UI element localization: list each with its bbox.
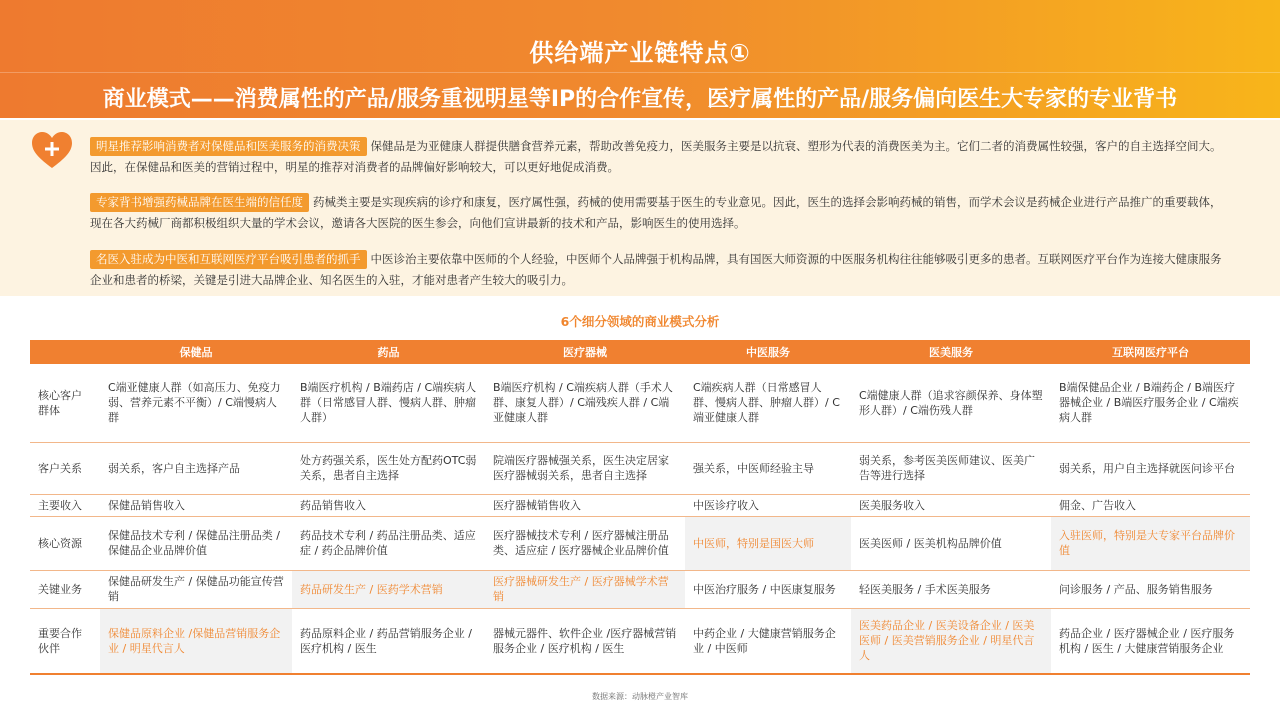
- table-cell: 轻医美服务 / 手术医美服务: [851, 570, 1051, 608]
- table-header-cell: 医美服务: [851, 340, 1051, 364]
- business-model-table: [30, 340, 1250, 675]
- table-header-cell: 医疗器械: [485, 340, 685, 364]
- table-cell: 中药企业 / 大健康营销服务企业 / 中医师: [685, 608, 851, 674]
- table-cell: 医美服务收入: [851, 494, 1051, 516]
- table-cell: 入驻医师，特别是大专家平台品牌价值: [1051, 516, 1250, 570]
- table-cell: C端疾病人群（日常感冒人群、慢病人群、肿瘤人群）/ C端亚健康人群: [685, 364, 851, 442]
- table-cell: 保健品技术专利 / 保健品注册品类 / 保健品企业品牌价值: [100, 516, 292, 570]
- table-cell: 中医诊疗收入: [685, 494, 851, 516]
- table-cell: 中医治疗服务 / 中医康复服务: [685, 570, 851, 608]
- table-cell: 医疗器械研发生产 / 医疗器械学术营销: [485, 570, 685, 608]
- table-cell: 强关系，中医师经验主导: [685, 442, 851, 494]
- table-cell: 院端医疗器械强关系，医生决定居家医疗器械弱关系，患者自主选择: [485, 442, 685, 494]
- table-row: [30, 364, 1250, 442]
- page-subtitle: 商业模式——消费属性的产品/服务重视明星等IP的合作宣传，医疗属性的产品/服务偏向医生大专家的专业背书: [102, 87, 1178, 112]
- table-row: [30, 494, 1250, 516]
- table-cell: 问诊服务 / 产品、服务销售服务: [1051, 570, 1250, 608]
- table-cell: 医美医师 / 医美机构品牌价值: [851, 516, 1051, 570]
- table-cell: 医疗器械销售收入: [485, 494, 685, 516]
- header-divider: [0, 72, 1280, 73]
- table-cell: 器械元器件、软件企业 /医疗器械营销服务企业 / 医疗机构 / 医生: [485, 608, 685, 674]
- table-cell: B端医疗机构 / B端药店 / C端疾病人群（日常感冒人群、慢病人群、肿瘤人群）: [292, 364, 485, 442]
- row-label: 关键业务: [30, 570, 100, 608]
- table-row: [30, 608, 1250, 674]
- feature-tag: 专家背书增强药械品牌在医生端的信任度: [90, 193, 309, 212]
- feature-tag: 名医入驻成为中医和互联网医疗平台吸引患者的抓手: [90, 250, 367, 269]
- table-cell: 药品研发生产 / 医药学术营销: [292, 570, 485, 608]
- table-cell: 药品销售收入: [292, 494, 485, 516]
- table-header-cell: [30, 340, 100, 364]
- table-cell: 保健品销售收入: [100, 494, 292, 516]
- feature-tag: 明星推荐影响消费者对保健品和医美服务的消费决策: [90, 137, 367, 156]
- table-cell: 弱关系，用户自主选择就医问诊平台: [1051, 442, 1250, 494]
- table-cell: 保健品原料企业 /保健品营销服务企业 / 明星代言人: [100, 608, 292, 674]
- table-cell: 中医师，特别是国医大师: [685, 516, 851, 570]
- table-cell: 医疗器械技术专利 / 医疗器械注册品类、适应症 / 医疗器械企业品牌价值: [485, 516, 685, 570]
- table-cell: 药品原料企业 / 药品营销服务企业 / 医疗机构 / 医生: [292, 608, 485, 674]
- table-cell: 弱关系，参考医美医师建议、医美广告等进行选择: [851, 442, 1051, 494]
- table-header-cell: 药品: [292, 340, 485, 364]
- table-cell: 药品企业 / 医疗器械企业 / 医疗服务机构 / 医生 / 大健康营销服务企业: [1051, 608, 1250, 674]
- table-row: [30, 570, 1250, 608]
- table-row: [30, 442, 1250, 494]
- heart-plus-icon: [30, 130, 74, 170]
- row-label: 客户关系: [30, 442, 100, 494]
- table-header-row: [30, 340, 1250, 364]
- row-label: 主要收入: [30, 494, 100, 516]
- page-title: 供给端产业链特点①: [529, 39, 751, 67]
- data-source: 数据来源：动脉橙产业智库: [592, 692, 688, 701]
- row-label: 重要合作伙伴: [30, 608, 100, 674]
- table-header-cell: 保健品: [100, 340, 292, 364]
- table-title: 6个细分领域的商业模式分析: [560, 314, 720, 329]
- row-label: 核心客户群体: [30, 364, 100, 442]
- table-cell: 弱关系，客户自主选择产品: [100, 442, 292, 494]
- table-cell: B端保健品企业 / B端药企 / B端医疗器械企业 / B端医疗服务企业 / C端疾病人群: [1051, 364, 1250, 442]
- feature-famous-doctor: [90, 249, 1230, 291]
- table-cell: 佣金、广告收入: [1051, 494, 1250, 516]
- feature-text: 中医诊治主要依靠中医师的个人经验，中医师个人品牌强于机构品牌，具有国医大师资源的中医服务机构往往能够吸引更多的患者。互联网医疗平台作为连接大健康服务企业和患者的桥梁，关键是引进大品牌企业、知名医生的入驻，才能对患者产生较大的吸引力。: [90, 252, 1222, 287]
- table-header-cell: 中医服务: [685, 340, 851, 364]
- table-header-cell: 互联网医疗平台: [1051, 340, 1250, 364]
- table-cell: C端健康人群（追求容颜保养、身体塑形人群）/ C端伤残人群: [851, 364, 1051, 442]
- feature-expert-endorsement: [90, 192, 1230, 234]
- table-cell: 药品技术专利 / 药品注册品类、适应症 / 药企品牌价值: [292, 516, 485, 570]
- feature-star-endorsement: [90, 136, 1230, 178]
- page-header: [0, 0, 1280, 118]
- row-label: 核心资源: [30, 516, 100, 570]
- table-cell: 处方药强关系，医生处方配药OTC弱关系，患者自主选择: [292, 442, 485, 494]
- table-row: [30, 516, 1250, 570]
- table-cell: 医美药品企业 / 医美设备企业 / 医美医师 / 医美营销服务企业 / 明星代言人: [851, 608, 1051, 674]
- table-cell: 保健品研发生产 / 保健品功能宣传营销: [100, 570, 292, 608]
- feature-text: 保健品是为亚健康人群提供膳食营养元素，帮助改善免疫力，医美服务主要是以抗衰、塑形为代表的消费医美为主。它们二者的消费属性较强，客户的自主选择空间大。因此，在保健品和医美的营销过程中，明星的推荐对消费者的品牌偏好影响较大，可以更好地促成消费。: [90, 139, 1222, 174]
- feature-text: 药械类主要是实现疾病的诊疗和康复，医疗属性强，药械的使用需要基于医生的专业意见。因此，医生的选择会影响药械的销售，而学术会议是药械企业进行产品推广的重要载体，现在各大药械厂商都积极组织大量的学术会议，邀请各大医院的医生参会，向他们宣讲最新的技术和产品，影响医生的使用选择。: [90, 195, 1222, 230]
- table-cell: B端医疗机构 / C端疾病人群（手术人群、康复人群）/ C端残疾人群 / C端亚健康人群: [485, 364, 685, 442]
- table-cell: C端亚健康人群（如高压力、免疫力弱、营养元素不平衡）/ C端慢病人群: [100, 364, 292, 442]
